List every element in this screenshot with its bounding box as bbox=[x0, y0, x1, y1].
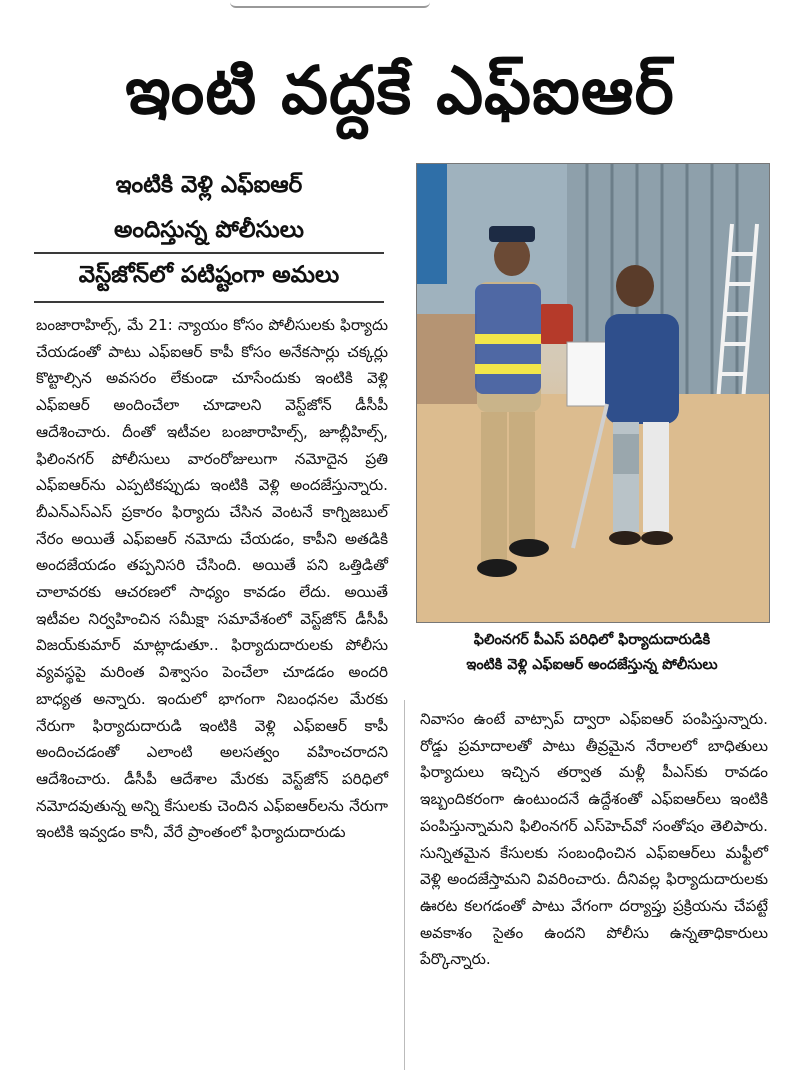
clipped-top-edge bbox=[230, 0, 430, 8]
caption-line-1: ఫిలింనగర్‌ పీఎస్‌ పరిధిలో ఫిర్యాదుదారుడికి bbox=[473, 632, 711, 648]
column-divider bbox=[404, 700, 405, 1070]
deck-line-1: ఇంటికి వెళ్లి ఎఫ్‌ఐఆర్ bbox=[115, 172, 303, 198]
deck-divider bbox=[34, 301, 384, 303]
news-photo bbox=[416, 163, 770, 623]
article-column-2 bbox=[420, 706, 768, 973]
article-text: బంజారాహిల్స్‌, మే 21: న్యాయం కోసం పోలీసులకు ఫిర్యాదు చేయడంతో పాటు ఎఫ్‌ఐఆర్‌ కాపీ కోసం అనేకసార్లు చక్కర్లు కొట్టాల్సిన అవసరం లేకుండా చూసేందుకు ఇంటికి వెళ్లి ఎఫ్‌ఐఆర్‌ అందించేలా చూడాలని వెస్ట్‌జోన్‌ డీసీపీ ఆదేశించారు. దీంతో ఇటీవల బంజారాహిల్స్‌, జూబ్లీహిల్స్‌, ఫిలింనగర్‌ పోలీసులు వారంరోజులుగా నమోదైన ప్రతి ఎఫ్‌ఐఆర్‌ను ఎప్పటికప్పుడు ఇంటికి వెళ్లి అందజేస్తున్నారు. బీఎన్‌ఎస్‌ఎస్‌ ప్రకారం ఫిర్యాదు చేసిన వెంటనే కాగ్నిజబుల్‌ నేరం అయితే ఎఫ్‌ఐఆర్‌ నమోదు చేయడం, కాపీని అతడికి అందజేయడం తప్పనిసరి చేసింది. అయితే పని ఒత్తిడితో చాలావరకు ఆచరణలో సాధ్యం కావడం లేదు. అయితే ఇటీవల నిర్వహించిన సమీక్షా సమావేశంలో వెస్ట్‌జోన్‌ డీసీపీ విజయ్‌కుమార్‌ మాట్లాడుతూ.. ఫిర్యాదుదారులకు పోలీసు వ్యవస్థపై మరింత విశ్వాసం పెంచేలా చూడడం అందరి బాధ్యత అన్నారు. ఇందులో భాగంగా నిబంధనల మేరకు నేరుగా ఫిర్యాదుదారుడి ఇంటికి వెళ్లి ఎఫ్‌ఐఆర్‌ కాపీ అందించడంతో ఎలాంటి అలసత్వం వహించరాదని ఆదేశించారు. డీసీపీ ఆదేశాల మేరకు వెస్ట్‌జోన్‌ పరిధిలో నమోదవుతున్న అన్ని కేసులకు చెందిన ఎఫ్‌ఐఆర్‌లను నేరుగా ఇంటికి ఇవ్వడం కానీ, వేరే ప్రాంతంలో ఫిర్యాదుదారుడు bbox=[36, 316, 388, 842]
article-text: నివాసం ఉంటే వాట్సాప్‌ ద్వారా ఎఫ్‌ఐఆర్‌ పంపిస్తున్నారు. రోడ్డు ప్రమాదాలతో పాటు తీవ్రమైన నేరాలలో బాధితులు ఫిర్యాదులు ఇచ్చిన తర్వాత మళ్లీ పీఎస్‌కు రావడం ఇబ్బందికరంగా ఉంటుందనే ఉద్దేశంతో ఎఫ్‌ఐఆర్‌లు ఇంటికి పంపిస్తున్నామని ఫిలింనగర్‌ ఎస్‌హెచ్‌వో సంతోషం తెలిపారు. సున్నితమైన కేసులకు సంబంధించిన ఎఫ్‌ఐఆర్‌లు మఫ్టీలో వెళ్లి అందజేస్తామని వివరించారు. దీనివల్ల ఫిర్యాదుదారులకు ఊరట కలగడంతో పాటు వేగంగా దర్యాప్తు ప్రక్రియను చేపట్టే అవకాశం సైతం ఉందని పోలీసు ఉన్నతాధికారులు పేర్కొన్నారు. bbox=[420, 710, 768, 969]
deck-divider bbox=[34, 252, 384, 254]
photo-caption bbox=[416, 628, 768, 678]
article-column-1 bbox=[36, 312, 388, 846]
deck-line-2: అందిస్తున్న పోలీసులు bbox=[113, 217, 305, 243]
headline: ఇంటి వద్దకే ఎఫ్‌ఐఆర్ bbox=[125, 52, 675, 129]
caption-line-2: ఇంటికి వెళ్లి ఎఫ్‌ఐఆర్‌ అందజేస్తున్న పోలీసులు bbox=[466, 657, 718, 673]
deck-line-3: వెస్ట్‌జోన్‌లో పటిష్టంగా అమలు bbox=[78, 262, 340, 288]
